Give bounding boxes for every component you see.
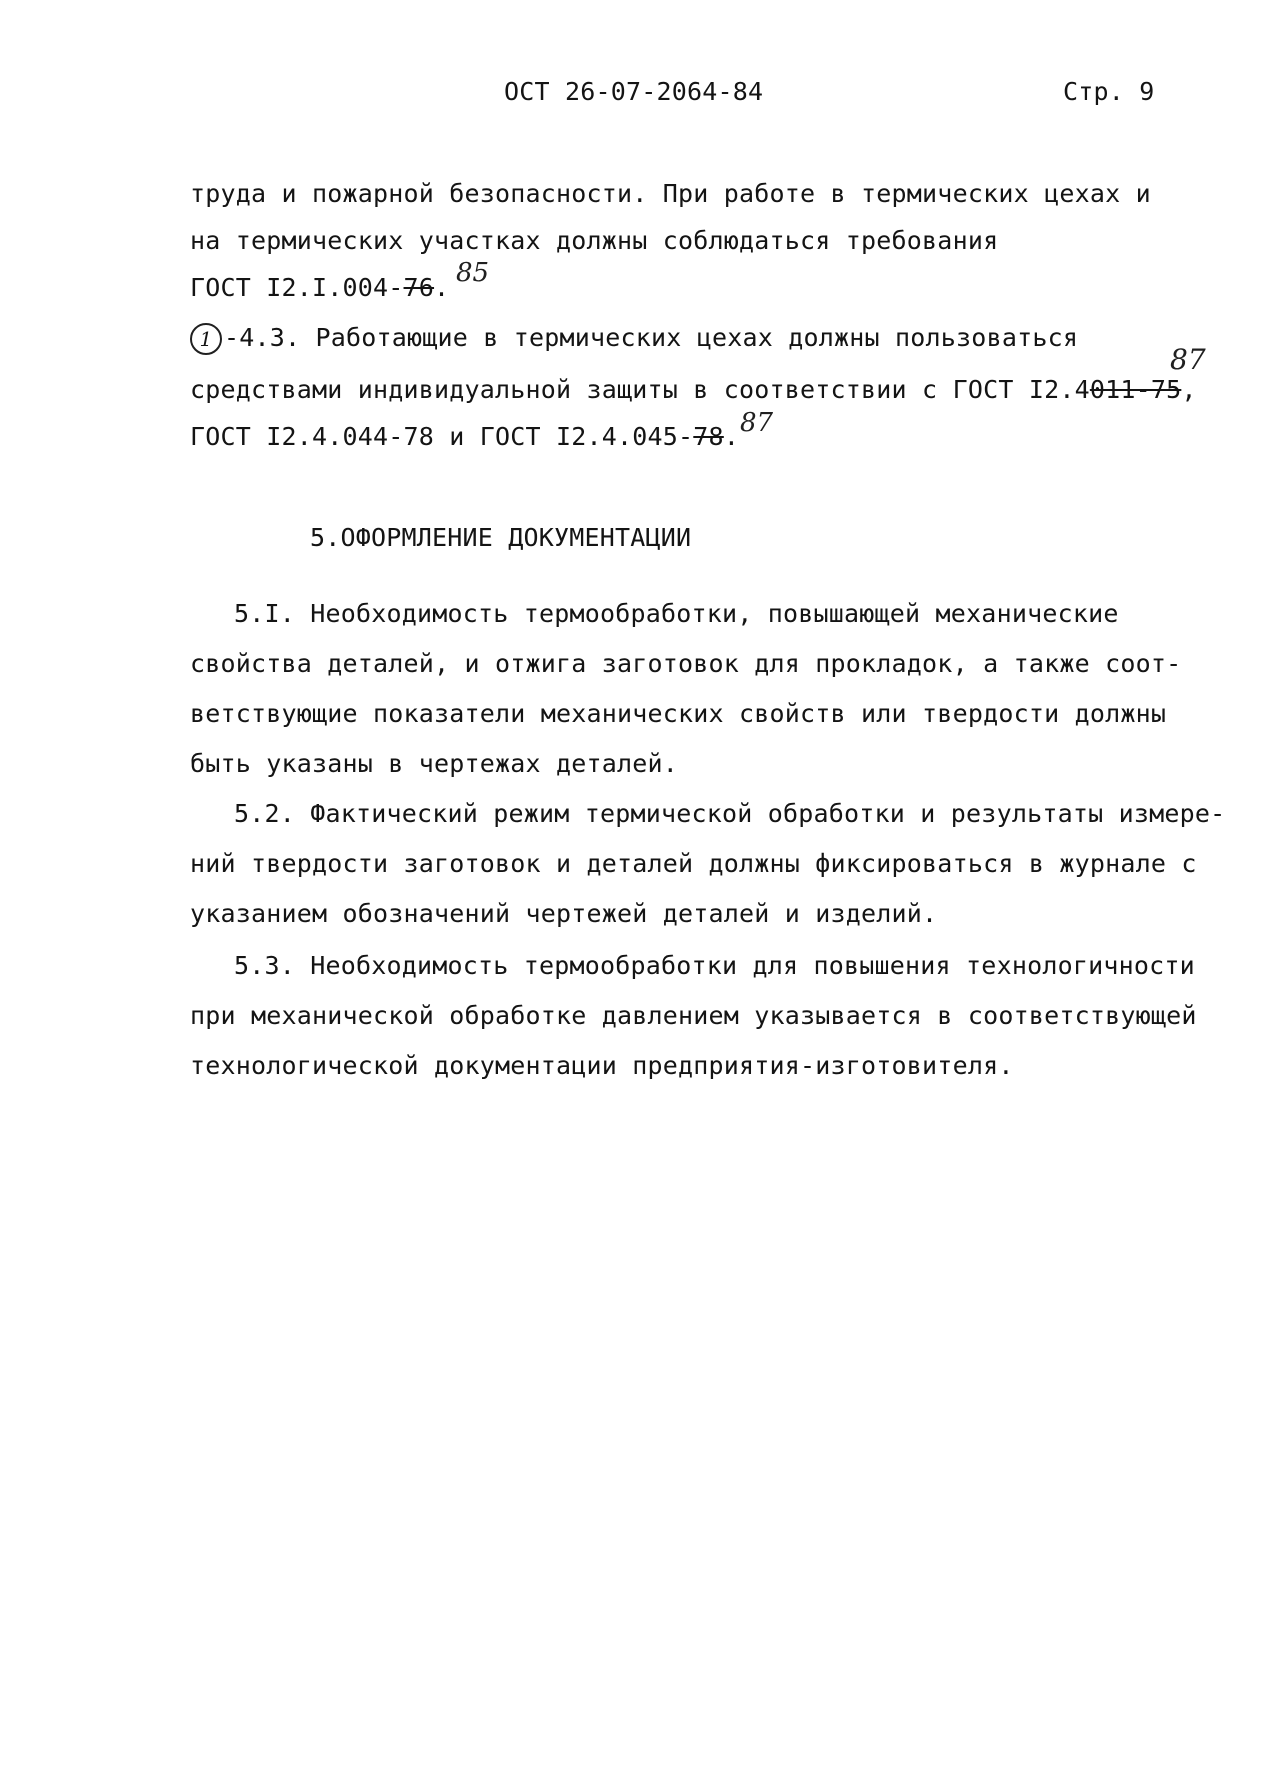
paragraph-line: при механической обработке давлением указывается в соответствующей [190, 1001, 1197, 1030]
page-number: Стр. 9 [1063, 77, 1155, 106]
paragraph-line: ветствующие показатели механических свойств или твердости должны [190, 699, 1167, 728]
doc-code: ОСТ 26-07-2064-84 [504, 77, 764, 106]
paragraph-line: быть указаны в чертежах деталей. [190, 749, 679, 778]
paragraph-line: 5.2. Фактический режим термической обработки и результаты измере- [234, 799, 1226, 828]
text-line [190, 421, 739, 453]
handwritten-correction: 87 [1170, 343, 1206, 376]
text-line: труда и пожарной безопасности. При работе в термических цехах и [190, 179, 1151, 208]
paragraph-line: 5.I. Необходимость термообработки, повышающей механические [234, 599, 1119, 628]
struck-year: 76 [403, 273, 435, 302]
text-line [190, 374, 1197, 406]
paragraph-line: свойства деталей, и отжига заготовок для прокладок, а также соот- [190, 649, 1182, 678]
gost-ref-text: ГОСТ I2.I.004- [190, 273, 404, 302]
period: . [723, 422, 740, 451]
paragraph-line: технологической документации предприятия-изготовителя. [190, 1051, 1014, 1080]
handwritten-correction: 85 [456, 258, 490, 288]
clause-4-3-line [190, 322, 1078, 355]
paragraph-line: указанием обозначений чертежей деталей и изделий. [190, 899, 938, 928]
struck-year: 78 [693, 422, 724, 451]
period: . [434, 273, 450, 302]
paragraph-line: 5.3. Необходимость термообработки для повышения технологичности [234, 951, 1195, 980]
clause-text: средствами индивидуальной защиты в соответствии с ГОСТ I2.4 [190, 375, 1090, 404]
gost-reference-line [190, 272, 449, 304]
section-heading: 5.ОФОРМЛЕНИЕ ДОКУМЕНТАЦИИ [310, 523, 692, 552]
text-line: на термических участках должны соблюдаться требования [190, 226, 999, 255]
clause-text: -4.3. Работающие в термических цехах должны пользоваться [224, 323, 1079, 352]
paragraph-line: ний твердости заготовок и деталей должны фиксироваться в журнале с [190, 849, 1197, 878]
revision-circle-mark: 1 [190, 323, 222, 355]
comma: , [1181, 375, 1197, 404]
clause-text: ГОСТ I2.4.044-78 и ГОСТ I2.4.045- [190, 422, 694, 451]
handwritten-correction: 87 [740, 408, 774, 438]
struck-number: 011-75 [1089, 375, 1182, 404]
